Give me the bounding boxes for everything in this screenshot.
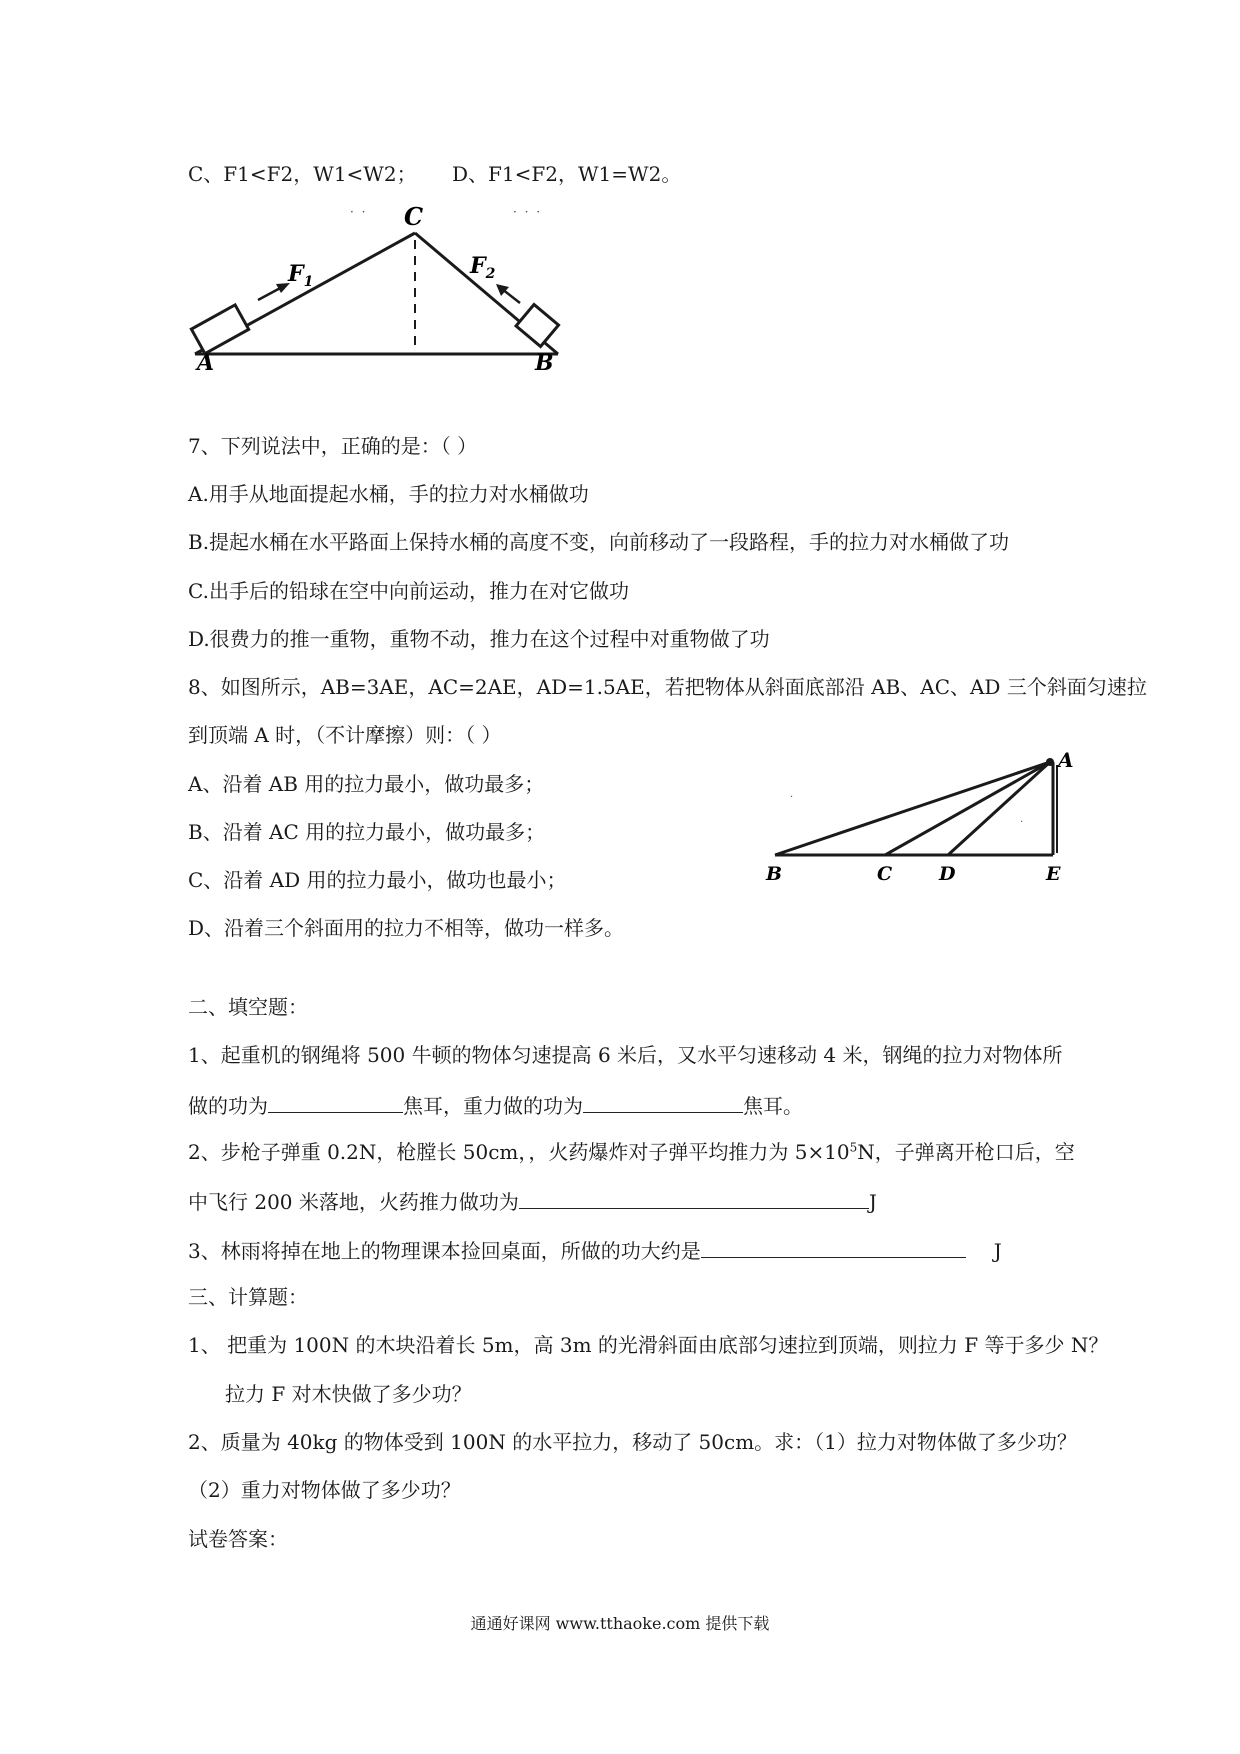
q7-option-d: D.很费力的推一重物，重物不动，推力在这个过程中对重物做了功 — [188, 627, 770, 651]
page-footer: 通通好课网 www.tthaoke.com 提供下载 — [470, 1614, 770, 1633]
s2-q1-line1: 1、起重机的钢绳将 500 牛顿的物体匀速提高 6 米后，又水平匀速移动 4 米，钢绳的拉力对物体所 — [188, 1043, 1063, 1067]
s3-q1-line1: 1、 把重为 100N 的木块沿着长 5m，高 3m 的光滑斜面由底部匀速拉到顶端，则拉力 F 等于多少 N？ — [188, 1333, 1109, 1357]
label-b: B — [535, 350, 554, 376]
label-a: A — [197, 350, 215, 376]
svg-text:·: · — [1020, 817, 1024, 828]
label-d: D — [939, 863, 956, 885]
q8-option-c: C、沿着 AD 用的拉力最小，做功也最小； — [188, 868, 567, 892]
q6-option-d: D、F1<F2，W1=W2。 — [452, 162, 682, 186]
q8-stem-line2: 到顶端 A 时，（不计摩擦）则：（ ） — [188, 723, 502, 747]
answer-blank[interactable] — [583, 1090, 743, 1113]
section3-title: 三、计算题： — [188, 1285, 308, 1309]
q7-option-a: A.用手从地面提起水桶，手的拉力对水桶做功 — [188, 482, 589, 506]
label-b: B — [766, 863, 783, 885]
q8-option-b: B、沿着 AC 用的拉力最小，做功最多； — [188, 820, 546, 844]
answer-blank[interactable] — [519, 1186, 869, 1209]
incline-ad — [948, 762, 1050, 855]
s2-q2-line1: 2、步枪子弹重 0.2N，枪膛长 50cm，，火药爆炸对子弹平均推力为 $5\times 10^5N$，子弹离开枪口后，空 — [188, 1140, 1075, 1164]
answer-blank[interactable] — [268, 1090, 403, 1113]
svg-text:·: · — [790, 792, 794, 803]
scan-speck: · · · — [513, 205, 543, 219]
q7-option-c: C.出手后的铅球在空中向前运动，推力在对它做功 — [188, 579, 629, 603]
answer-blank[interactable] — [701, 1235, 966, 1258]
label-f1: $F_1$ — [288, 261, 314, 290]
label-a: A — [1058, 748, 1074, 772]
q8-option-a: A、沿着 AB 用的拉力最小，做功最多； — [188, 772, 545, 796]
s3-q2-line1: 2、质量为 40kg 的物体受到 100N 的水平拉力，移动了 50cm。求：（1）拉力对物体做了多少功？ — [188, 1430, 1077, 1454]
q8-stem-line1: 8、如图所示，AB=3AE，AC=2AE，AD=1.5AE，若把物体从斜面底部沿 AB、AC、AD 三个斜面匀速拉 — [188, 675, 1147, 699]
answers-title: 试卷答案： — [188, 1527, 288, 1551]
q8-option-d: D、沿着三个斜面用的拉力不相等，做功一样多。 — [188, 916, 625, 940]
s2-q1-line2: 做的功为 焦耳，重力做的功为 焦耳。 — [188, 1090, 803, 1120]
section2-title: 二、填空题： — [188, 995, 308, 1019]
label-e: E — [1046, 863, 1061, 885]
q6-option-c: C、F1<F2，W1<W2； — [188, 162, 417, 186]
q7-stem: 7、下列说法中，正确的是：（ ） — [188, 434, 478, 458]
q7-option-b: B.提起水桶在水平路面上保持水桶的高度不变，向前移动了一段路程，手的拉力对水桶做了功 — [188, 530, 1010, 554]
s3-q2-line2: （2）重力对物体做了多少功？ — [188, 1478, 461, 1502]
label-c: C — [404, 202, 424, 231]
scan-speck: · · — [350, 205, 368, 219]
s3-q1-line2: 拉力 F 对木快做了多少功？ — [225, 1382, 472, 1406]
s2-q3: 3、林雨将掉在地上的物理课本捡回桌面，所做的功大约是 J — [188, 1235, 1002, 1265]
label-f2: $F_2$ — [470, 253, 496, 282]
label-c: C — [877, 863, 893, 885]
s2-q2-line2: 中飞行 200 米落地，火药推力做功为 J — [188, 1186, 877, 1216]
